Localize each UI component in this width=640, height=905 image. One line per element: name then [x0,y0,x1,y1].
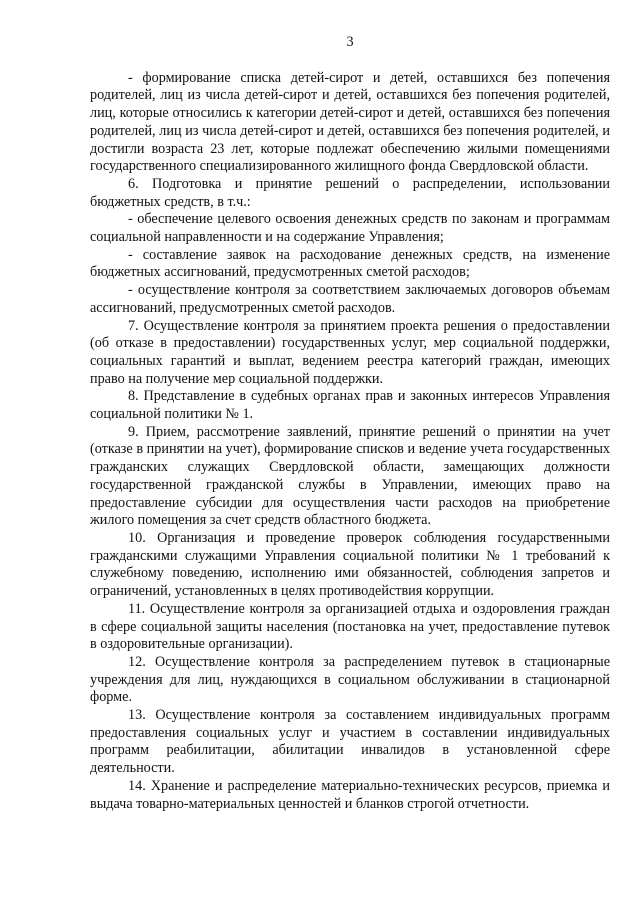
paragraph-item-13: 13. Осуществление контроля за составлением индивидуальных программ предоставления социальных услуг и участием в составлении индивидуальных программ реабилитации, абилитации инвалидов в установленной сфере деятельности. [90,707,610,777]
paragraph-item-12: 12. Осуществление контроля за распределением путевок в стационарные учреждения для лиц, нуждающихся в социальном обслуживании в стационарной форме. [90,653,610,706]
paragraph-item-11: 11. Осуществление контроля за организацией отдыха и оздоровления граждан в сфере социальной защиты населения (постановка на учет, предоставление путевок в оздоровительные организации). [90,600,610,653]
paragraph-subitem-contract-control: - осуществление контроля за соответствием заключаемых договоров объемам ассигнований, предусмотренных сметой расходов. [90,282,610,316]
paragraph-item-9: 9. Прием, рассмотрение заявлений, принятие решений о принятии на учет (отказе в принятии на учет), формирование списков и ведение учета государственных гражданских служащих Свердловской области, замещающих должности государственной гражданской службы в Управлении, имеющих право на предоставление субсидии для осуществления части расходов на приобретение жилого помещения за счет средств областного бюджета. [90,423,610,529]
paragraph-list-item-orphans: - формирование списка детей-сирот и детей, оставшихся без попечения родителей, лиц из числа детей-сирот и детей, оставшихся без попечения родителей, лиц, которые относились к категории детей-сирот и детей, оставшихся без попечения родителей, лиц из числа детей-сирот и детей, оставшихся без попечения родителей, и достигли возраста 23 лет, которые подлежат обеспечению жилыми помещениями государственного специализированного жилищного фонда Свердловской области. [90,69,610,175]
page-number: 3 [346,34,354,50]
paragraph-item-6: 6. Подготовка и принятие решений о распределении, использовании бюджетных средств, в т.ч.: [90,175,610,210]
paragraph-subitem-spending-requests: - составление заявок на расходование денежных средств, на изменение бюджетных ассигнований, предусмотренных сметой расходов; [90,246,610,281]
document-page [90,34,610,813]
paragraph-item-7: 7. Осуществление контроля за принятием проекта решения о предоставлении (об отказе в предоставлении) государственных услуг, мер социальной поддержки, социальных гарантий и выплат, ведением реестра категорий граждан, имеющих право на получение мер социальной поддержки. [90,317,610,387]
paragraph-subitem-targeted-funds: - обеспечение целевого освоения денежных средств по законам и программам социальной направленности и на содержание Управления; [90,211,610,246]
paragraph-item-10: 10. Организация и проведение проверок соблюдения государственными гражданскими служащими Управления социальной политики № 1 требований к служебному поведению, исполнению ими обязанностей, соблюдения запретов и ограничений, установленных в целях противодействия коррупции. [90,529,610,600]
paragraph-item-14: 14. Хранение и распределение материально-технических ресурсов, приемка и выдача товарно-материальных ценностей и бланков строгой отчетности. [90,777,610,812]
paragraph-item-8: 8. Представление в судебных органах прав и законных интересов Управления социальной политики № 1. [90,388,610,423]
